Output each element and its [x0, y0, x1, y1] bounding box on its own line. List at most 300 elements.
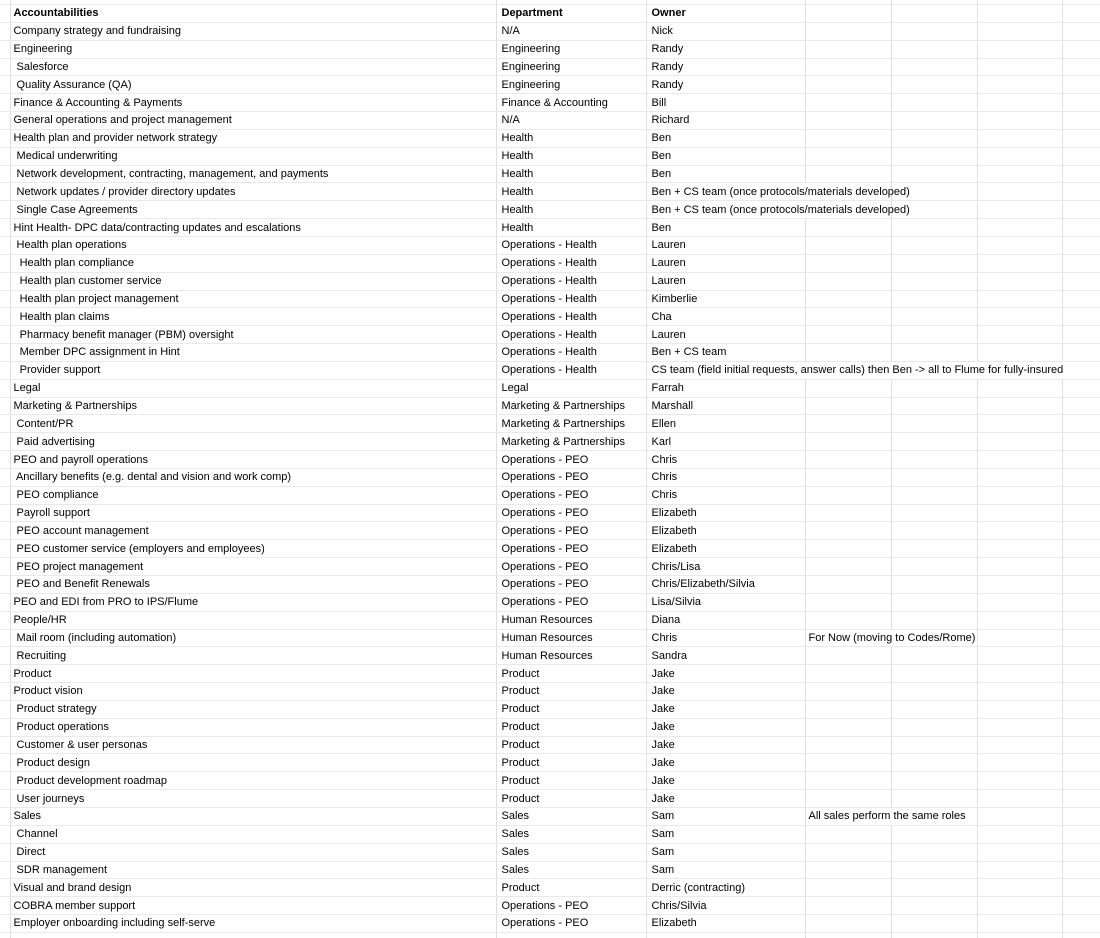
cell-empty[interactable] [977, 825, 1062, 843]
cell-empty[interactable] [805, 754, 891, 772]
cell-empty[interactable] [891, 558, 977, 576]
cell-department[interactable]: Sales [496, 825, 646, 843]
cell-owner[interactable]: Ben + CS team [646, 344, 805, 362]
cell-accountability[interactable]: SDR management [10, 861, 496, 879]
cell-empty[interactable] [891, 825, 977, 843]
cell-empty[interactable] [0, 736, 10, 754]
cell-owner[interactable]: Chris [646, 486, 805, 504]
cell-empty[interactable] [891, 897, 977, 915]
cell-empty[interactable] [805, 843, 891, 861]
cell-empty[interactable] [1062, 5, 1100, 23]
cell-accountability[interactable]: Product design [10, 754, 496, 772]
cell-empty[interactable] [0, 147, 10, 165]
cell-department[interactable]: Health [496, 219, 646, 237]
cell-empty[interactable] [977, 665, 1062, 683]
cell-empty[interactable] [1062, 254, 1100, 272]
cell-empty[interactable] [977, 112, 1062, 130]
cell-empty[interactable] [1062, 147, 1100, 165]
cell-empty[interactable] [977, 129, 1062, 147]
cell-department[interactable]: Operations - Health [496, 272, 646, 290]
cell-empty[interactable] [891, 326, 977, 344]
cell-empty[interactable] [977, 165, 1062, 183]
cell-empty[interactable] [0, 112, 10, 130]
cell-empty[interactable] [977, 272, 1062, 290]
cell-accountability[interactable]: Company strategy and fundraising [10, 22, 496, 40]
cell-empty[interactable] [805, 665, 891, 683]
cell-accountability[interactable]: Product operations [10, 718, 496, 736]
cell-department[interactable]: Product [496, 772, 646, 790]
cell-owner[interactable]: Farrah [646, 379, 805, 397]
cell-department[interactable]: Operations - PEO [496, 915, 646, 933]
cell-department[interactable]: Human Resources [496, 629, 646, 647]
cell-owner[interactable]: Chris [646, 629, 805, 647]
cell-owner[interactable]: Lauren [646, 326, 805, 344]
cell-empty[interactable] [891, 451, 977, 469]
cell-empty[interactable] [1062, 379, 1100, 397]
cell-empty[interactable] [0, 344, 10, 362]
cell-empty[interactable] [977, 540, 1062, 558]
cell-empty[interactable] [805, 522, 891, 540]
cell-empty[interactable] [977, 486, 1062, 504]
cell-empty[interactable] [977, 683, 1062, 701]
cell-accountability[interactable]: Finance & Accounting & Payments [10, 94, 496, 112]
cell-department[interactable]: Operations - Health [496, 308, 646, 326]
cell-empty[interactable] [891, 879, 977, 897]
cell-empty[interactable] [891, 254, 977, 272]
cell-empty[interactable] [1062, 897, 1100, 915]
cell-empty[interactable] [977, 58, 1062, 76]
cell-accountability[interactable]: Network development, contracting, management, and payments [10, 165, 496, 183]
cell-empty[interactable] [977, 879, 1062, 897]
cell-empty[interactable] [0, 915, 10, 933]
cell-empty[interactable] [977, 308, 1062, 326]
cell-empty[interactable] [1062, 451, 1100, 469]
cell-empty[interactable] [805, 379, 891, 397]
cell-owner[interactable]: Jake [646, 665, 805, 683]
cell-accountability[interactable]: PEO account management [10, 522, 496, 540]
cell-empty[interactable] [1062, 433, 1100, 451]
cell-empty[interactable] [805, 486, 891, 504]
cell-empty[interactable] [1062, 772, 1100, 790]
cell-department[interactable]: Legal [496, 379, 646, 397]
cell-owner[interactable]: Randy [646, 76, 805, 94]
cell-department[interactable]: Sales [496, 807, 646, 825]
cell-empty[interactable] [0, 272, 10, 290]
cell-owner[interactable]: Elizabeth [646, 915, 805, 933]
cell-accountability[interactable]: Employer onboarding including self-serve [10, 915, 496, 933]
cell-empty[interactable] [891, 540, 977, 558]
cell-empty[interactable] [1062, 40, 1100, 58]
cell-department[interactable]: Sales [496, 861, 646, 879]
cell-department[interactable]: Operations - PEO [496, 451, 646, 469]
cell-empty[interactable] [977, 5, 1062, 23]
cell-department[interactable]: Product [496, 790, 646, 808]
cell-accountability[interactable]: Payroll support [10, 504, 496, 522]
cell-accountability[interactable]: Single Case Agreements [10, 201, 496, 219]
cell-empty[interactable] [1062, 647, 1100, 665]
cell-owner[interactable]: Kimberlie [646, 290, 805, 308]
cell-empty[interactable] [977, 932, 1062, 938]
column-header-owner[interactable]: Owner [646, 5, 805, 23]
cell-empty[interactable] [1062, 665, 1100, 683]
cell-empty[interactable] [805, 504, 891, 522]
cell-empty[interactable] [891, 718, 977, 736]
cell-owner[interactable]: Derric (contracting) [646, 879, 805, 897]
cell-owner[interactable]: Elizabeth [646, 540, 805, 558]
cell-empty[interactable] [1062, 843, 1100, 861]
cell-empty[interactable] [0, 40, 10, 58]
cell-accountability[interactable]: Product development roadmap [10, 772, 496, 790]
cell-empty[interactable] [805, 647, 891, 665]
cell-empty[interactable] [805, 879, 891, 897]
cell-empty[interactable] [0, 415, 10, 433]
cell-accountability[interactable]: Quality Assurance (QA) [10, 76, 496, 94]
cell-owner[interactable]: Chris/Lisa [646, 558, 805, 576]
cell-empty[interactable] [891, 397, 977, 415]
cell-department[interactable]: Product [496, 879, 646, 897]
cell-empty[interactable] [977, 772, 1062, 790]
cell-accountability[interactable]: PEO and Benefit Renewals [10, 576, 496, 594]
cell-owner[interactable]: Lisa/Silvia [646, 593, 805, 611]
cell-owner[interactable]: Chris [646, 451, 805, 469]
cell-empty[interactable] [891, 576, 977, 594]
cell-empty[interactable] [0, 665, 10, 683]
cell-empty[interactable] [0, 201, 10, 219]
cell-empty[interactable] [0, 683, 10, 701]
cell-owner[interactable]: Jake [646, 790, 805, 808]
cell-empty[interactable] [891, 843, 977, 861]
cell-accountability[interactable]: Network updates / provider directory updates [10, 183, 496, 201]
cell-department[interactable]: Product [496, 718, 646, 736]
cell-empty[interactable] [977, 576, 1062, 594]
cell-empty[interactable] [1062, 58, 1100, 76]
cell-accountability[interactable]: Salesforce [10, 58, 496, 76]
cell-department[interactable]: Engineering [496, 76, 646, 94]
cell-empty[interactable] [805, 147, 891, 165]
cell-department[interactable]: Operations - Health [496, 290, 646, 308]
cell-empty[interactable] [891, 683, 977, 701]
cell-empty[interactable] [805, 165, 891, 183]
cell-empty[interactable] [891, 94, 977, 112]
cell-accountability[interactable]: Engineering [10, 40, 496, 58]
cell-accountability[interactable]: Customer & user personas [10, 736, 496, 754]
cell-empty[interactable] [891, 611, 977, 629]
cell-department[interactable]: Product [496, 665, 646, 683]
cell-owner[interactable]: Jake [646, 754, 805, 772]
cell-empty[interactable] [891, 147, 977, 165]
cell-owner[interactable]: Lauren [646, 272, 805, 290]
cell-accountability[interactable]: PEO project management [10, 558, 496, 576]
cell-empty[interactable] [805, 718, 891, 736]
cell-empty[interactable] [805, 915, 891, 933]
column-header-accountabilities[interactable]: Accountabilities [10, 5, 496, 23]
cell-empty[interactable] [805, 540, 891, 558]
cell-empty[interactable] [1062, 558, 1100, 576]
cell-empty[interactable] [0, 772, 10, 790]
cell-empty[interactable] [805, 932, 891, 938]
cell-empty[interactable] [977, 718, 1062, 736]
cell-empty[interactable] [0, 807, 10, 825]
cell-empty[interactable] [977, 379, 1062, 397]
cell-empty[interactable] [1062, 415, 1100, 433]
cell-empty[interactable] [891, 915, 977, 933]
cell-empty[interactable] [977, 754, 1062, 772]
cell-department[interactable]: Finance & Accounting [496, 94, 646, 112]
cell-empty[interactable] [891, 647, 977, 665]
cell-department[interactable]: Marketing & Partnerships [496, 397, 646, 415]
cell-empty[interactable] [977, 397, 1062, 415]
cell-empty[interactable] [805, 897, 891, 915]
cell-owner[interactable]: Jake [646, 736, 805, 754]
cell-department[interactable]: Product [496, 683, 646, 701]
cell-department[interactable]: Operations - Health [496, 361, 646, 379]
cell-empty[interactable] [805, 58, 891, 76]
cell-owner[interactable]: Nick [646, 22, 805, 40]
cell-department[interactable]: Operations - PEO [496, 468, 646, 486]
cell-owner[interactable]: Richard [646, 112, 805, 130]
cell-department[interactable]: Product [496, 736, 646, 754]
cell-empty[interactable] [805, 236, 891, 254]
cell-department[interactable]: Health [496, 129, 646, 147]
cell-empty[interactable] [891, 5, 977, 23]
cell-empty[interactable] [1062, 593, 1100, 611]
cell-empty[interactable] [1062, 344, 1100, 362]
cell-empty[interactable] [977, 629, 1062, 647]
cell-empty[interactable] [1062, 718, 1100, 736]
cell-accountability[interactable]: Paid advertising [10, 433, 496, 451]
cell-empty[interactable] [1062, 468, 1100, 486]
column-header-department[interactable]: Department [496, 5, 646, 23]
cell-empty[interactable] [805, 219, 891, 237]
cell-empty[interactable] [977, 504, 1062, 522]
cell-owner[interactable]: Lauren [646, 236, 805, 254]
cell-department[interactable]: Operations - PEO [496, 540, 646, 558]
cell-accountability[interactable]: Direct [10, 843, 496, 861]
cell-owner[interactable]: Diana [646, 611, 805, 629]
cell-empty[interactable] [0, 879, 10, 897]
cell-accountability[interactable]: Pharmacy benefit manager (PBM) oversight [10, 326, 496, 344]
cell-department[interactable]: Marketing & Partnerships [496, 433, 646, 451]
cell-empty[interactable] [0, 165, 10, 183]
cell-empty[interactable] [0, 397, 10, 415]
cell-owner[interactable]: Chris/Elizabeth/Silvia [646, 576, 805, 594]
cell-empty[interactable] [0, 219, 10, 237]
cell-empty[interactable] [0, 700, 10, 718]
cell-empty[interactable] [0, 861, 10, 879]
cell-department[interactable]: Operations - PEO [496, 558, 646, 576]
cell-empty[interactable] [891, 308, 977, 326]
cell-empty[interactable] [805, 308, 891, 326]
cell-accountability[interactable]: Health plan project management [10, 290, 496, 308]
cell-department[interactable]: Sales [496, 843, 646, 861]
cell-empty[interactable] [805, 40, 891, 58]
cell-empty[interactable] [891, 58, 977, 76]
cell-owner[interactable]: Elizabeth [646, 522, 805, 540]
cell-empty[interactable] [891, 40, 977, 58]
cell-owner[interactable]: Sam [646, 843, 805, 861]
cell-department[interactable]: Human Resources [496, 647, 646, 665]
cell-accountability[interactable]: Mail room (including automation) [10, 629, 496, 647]
cell-empty[interactable] [805, 468, 891, 486]
cell-empty[interactable] [0, 825, 10, 843]
cell-empty[interactable] [805, 415, 891, 433]
cell-empty[interactable] [1062, 915, 1100, 933]
cell-empty[interactable] [977, 254, 1062, 272]
cell-empty[interactable] [891, 219, 977, 237]
cell-empty[interactable] [1062, 522, 1100, 540]
cell-empty[interactable] [1062, 129, 1100, 147]
cell-accountability[interactable]: PEO and EDI from PRO to IPS/Flume [10, 593, 496, 611]
cell-owner[interactable]: Bill [646, 94, 805, 112]
cell-empty[interactable] [805, 397, 891, 415]
cell-accountability[interactable]: Channel [10, 825, 496, 843]
cell-empty[interactable] [977, 22, 1062, 40]
cell-accountability[interactable]: PEO compliance [10, 486, 496, 504]
cell-empty[interactable] [977, 593, 1062, 611]
cell-owner[interactable]: Sam [646, 825, 805, 843]
cell-department[interactable]: Operations - PEO [496, 522, 646, 540]
cell-department[interactable]: Health [496, 201, 646, 219]
cell-accountability[interactable]: Health plan customer service [10, 272, 496, 290]
cell-empty[interactable] [0, 932, 10, 938]
cell-empty[interactable] [891, 772, 977, 790]
cell-empty[interactable] [977, 451, 1062, 469]
cell-department[interactable]: Operations - Health [496, 236, 646, 254]
cell-empty[interactable] [0, 843, 10, 861]
cell-accountability[interactable]: Marketing & Partnerships [10, 397, 496, 415]
cell-owner[interactable]: Jake [646, 700, 805, 718]
cell-empty[interactable] [977, 236, 1062, 254]
cell-empty[interactable] [805, 112, 891, 130]
cell-accountability[interactable]: Sales [10, 807, 496, 825]
cell-accountability[interactable]: PEO and payroll operations [10, 451, 496, 469]
cell-department[interactable]: Operations - PEO [496, 486, 646, 504]
cell-accountability[interactable]: COBRA member support [10, 897, 496, 915]
cell-accountability[interactable]: User journeys [10, 790, 496, 808]
cell-empty[interactable] [891, 700, 977, 718]
cell-empty[interactable] [0, 254, 10, 272]
cell-department[interactable]: Operations - PEO [496, 593, 646, 611]
cell-empty[interactable] [0, 790, 10, 808]
cell-empty[interactable] [977, 94, 1062, 112]
cell-empty[interactable] [805, 94, 891, 112]
cell-empty[interactable] [1062, 611, 1100, 629]
cell-note[interactable]: All sales perform the same roles [805, 807, 977, 825]
cell-empty[interactable] [977, 700, 1062, 718]
cell-accountability[interactable]: Content/PR [10, 415, 496, 433]
cell-empty[interactable] [1062, 540, 1100, 558]
cell-empty[interactable] [805, 825, 891, 843]
cell-accountability[interactable]: Health plan compliance [10, 254, 496, 272]
cell-owner[interactable]: Sam [646, 861, 805, 879]
cell-accountability[interactable]: Product vision [10, 683, 496, 701]
cell-empty[interactable] [891, 76, 977, 94]
cell-empty[interactable] [891, 593, 977, 611]
cell-empty[interactable] [1062, 861, 1100, 879]
cell-empty[interactable] [891, 468, 977, 486]
cell-empty[interactable] [0, 290, 10, 308]
cell-empty[interactable] [0, 433, 10, 451]
cell-empty[interactable] [0, 76, 10, 94]
cell-empty[interactable] [891, 790, 977, 808]
cell-department[interactable]: Engineering [496, 40, 646, 58]
cell-empty[interactable] [977, 611, 1062, 629]
cell-empty[interactable] [1062, 683, 1100, 701]
cell-owner[interactable]: Jake [646, 772, 805, 790]
cell-note[interactable]: For Now (moving to Codes/Rome) [805, 629, 977, 647]
cell-owner[interactable]: Chris [646, 468, 805, 486]
cell-empty[interactable] [1062, 326, 1100, 344]
cell-empty[interactable] [805, 790, 891, 808]
cell-empty[interactable] [1062, 736, 1100, 754]
cell-empty[interactable] [0, 308, 10, 326]
cell-department[interactable]: Health [496, 165, 646, 183]
cell-empty[interactable] [977, 915, 1062, 933]
cell-department[interactable]: Operations - PEO [496, 504, 646, 522]
cell-owner[interactable]: Ben [646, 219, 805, 237]
cell-empty[interactable] [891, 504, 977, 522]
cell-accountability[interactable]: General operations and project management [10, 112, 496, 130]
cell-empty[interactable] [891, 165, 977, 183]
cell-department[interactable]: Marketing & Partnerships [496, 415, 646, 433]
cell-empty[interactable] [1062, 272, 1100, 290]
cell-owner[interactable]: Chris/Silvia [646, 897, 805, 915]
cell-empty[interactable] [805, 433, 891, 451]
cell-empty[interactable] [805, 772, 891, 790]
cell-empty[interactable] [0, 540, 10, 558]
cell-empty[interactable] [1062, 504, 1100, 522]
cell-empty[interactable] [1062, 94, 1100, 112]
cell-empty[interactable] [0, 558, 10, 576]
cell-empty[interactable] [805, 861, 891, 879]
cell-empty[interactable] [646, 932, 805, 938]
cell-empty[interactable] [977, 326, 1062, 344]
cell-empty[interactable] [1062, 700, 1100, 718]
cell-empty[interactable] [977, 40, 1062, 58]
cell-empty[interactable] [977, 433, 1062, 451]
cell-empty[interactable] [1062, 165, 1100, 183]
cell-accountability[interactable]: Ancillary benefits (e.g. dental and vision and work comp) [10, 468, 496, 486]
cell-empty[interactable] [1062, 308, 1100, 326]
cell-empty[interactable] [1062, 486, 1100, 504]
cell-empty[interactable] [891, 272, 977, 290]
cell-department[interactable]: Health [496, 183, 646, 201]
cell-empty[interactable] [0, 647, 10, 665]
cell-empty[interactable] [891, 129, 977, 147]
cell-empty[interactable] [977, 843, 1062, 861]
cell-empty[interactable] [805, 683, 891, 701]
cell-empty[interactable] [977, 219, 1062, 237]
cell-owner[interactable]: Elizabeth [646, 504, 805, 522]
cell-empty[interactable] [10, 932, 496, 938]
cell-department[interactable]: Operations - PEO [496, 897, 646, 915]
cell-empty[interactable] [0, 5, 10, 23]
cell-empty[interactable] [805, 129, 891, 147]
cell-accountability[interactable]: Hint Health- DPC data/contracting updates and escalations [10, 219, 496, 237]
cell-empty[interactable] [1062, 397, 1100, 415]
cell-department[interactable]: Product [496, 754, 646, 772]
cell-accountability[interactable]: Legal [10, 379, 496, 397]
cell-empty[interactable] [805, 344, 891, 362]
cell-department[interactable]: N/A [496, 22, 646, 40]
cell-accountability[interactable]: Product [10, 665, 496, 683]
cell-accountability[interactable]: People/HR [10, 611, 496, 629]
cell-empty[interactable] [0, 58, 10, 76]
cell-empty[interactable] [1062, 790, 1100, 808]
cell-empty[interactable] [977, 201, 1062, 219]
cell-empty[interactable] [977, 897, 1062, 915]
cell-owner[interactable]: Randy [646, 40, 805, 58]
